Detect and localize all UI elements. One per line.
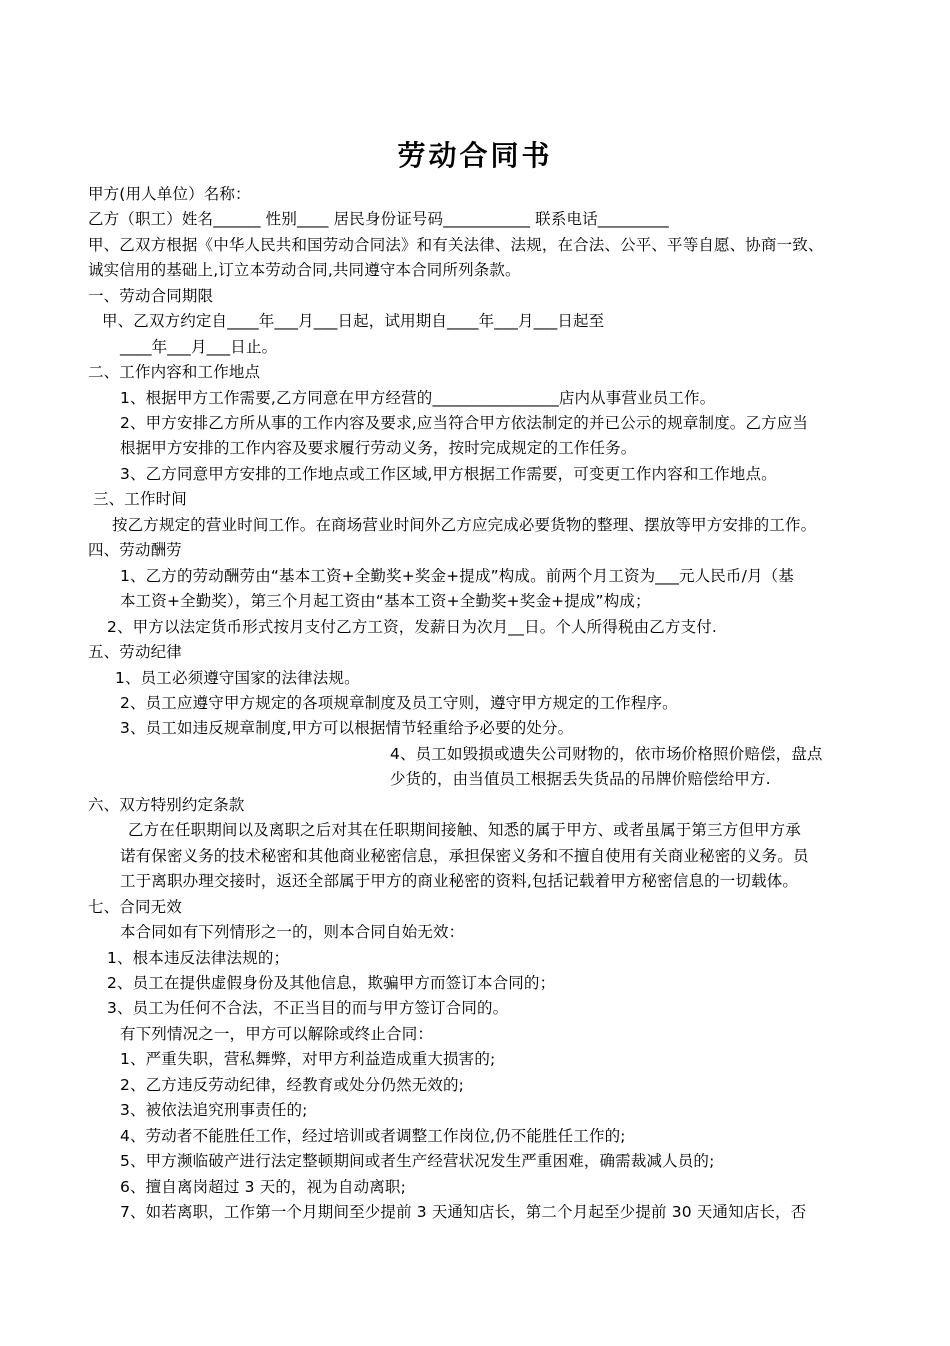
section-3-heading: 三、工作时间 <box>93 490 187 508</box>
pay-clause-2: 2、甲方以法定货币形式按月支付乙方工资，发薪日为次月__日。个人所得税由乙方支付. <box>107 618 717 636</box>
work-clause-1: 1、根据甲方工作需要,乙方同意在甲方经营的________________店内从事营业员工作。 <box>120 389 716 407</box>
confidentiality-line-2: 诺有保密义务的技术秘密和其他商业秘密信息，承担保密义务和不擅自使用有关商业秘密的义务。员 <box>120 847 809 865</box>
discipline-clause-4-line-1: 4、员工如毁损或遗失公司财物的，依市场价格照价赔偿，盘点 <box>390 745 823 763</box>
preamble-line-1: 甲、乙双方根据《中华人民共和国劳动合同法》和有关法律、法规，在合法、公平、平等自愿、协商一致、 <box>88 236 824 254</box>
discipline-clause-1: 1、员工必须遵守国家的法律法规。 <box>115 669 360 687</box>
section-6-heading: 六、双方特别约定条款 <box>88 796 245 814</box>
preamble-line-2: 诚实信用的基础上,订立本劳动合同,共同遵守本合同所列条款。 <box>88 261 521 279</box>
termination-item-4: 4、劳动者不能胜任工作，经过培训或者调整工作岗位,仍不能胜任工作的; <box>120 1127 626 1145</box>
invalid-item-1: 1、根本违反法律法规的； <box>107 949 290 967</box>
termination-intro: 有下列情况之一，甲方可以解除或终止合同： <box>120 1025 434 1043</box>
work-clause-3: 3、乙方同意甲方安排的工作地点或工作区域,甲方根据工作需要，可变更工作内容和工作地点。 <box>120 465 777 483</box>
termination-item-1: 1、严重失职，营私舞弊，对甲方利益造成重大损害的; <box>120 1050 496 1068</box>
section-2-heading: 二、工作内容和工作地点 <box>88 363 261 381</box>
term-line-1: 甲、乙双方约定自____年___月___日起，试用期自____年___月___日起至 <box>102 312 605 330</box>
pay-clause-1-line-2: 本工资+全勤奖），第三个月起工资由“基本工资+全勤奖+奖金+提成”构成； <box>120 592 651 610</box>
confidentiality-line-3: 工于离职办理交接时，返还全部属于甲方的商业秘密的资料,包括记载着甲方秘密信息的一切载体。 <box>120 872 799 890</box>
termination-item-3: 3、被依法追究刑事责任的; <box>120 1101 308 1119</box>
section-7-heading: 七、合同无效 <box>88 898 182 916</box>
discipline-clause-2: 2、员工应遵守甲方规定的各项规章制度及员工守则，遵守甲方规定的工作程序。 <box>120 694 678 712</box>
party-b-info-line: 乙方（职工）姓名______ 性别____ 居民身份证号码___________ 联系电话_________ <box>88 210 669 228</box>
termination-item-2: 2、乙方违反劳动纪律，经教育或处分仍然无效的; <box>120 1076 465 1094</box>
section-4-heading: 四、劳动酬劳 <box>88 541 182 559</box>
work-clause-2-line-2: 根据甲方安排的工作内容及要求履行劳动义务，按时完成规定的工作任务。 <box>120 439 637 457</box>
section-5-heading: 五、劳动纪律 <box>88 643 182 661</box>
confidentiality-line-1: 乙方在任职期间以及离职之后对其在任职期间接触、知悉的属于甲方、或者虽属于第三方但甲方承 <box>128 821 801 839</box>
term-line-2: ____年___月___日止。 <box>120 338 278 356</box>
invalid-item-3: 3、员工为任何不合法，不正当目的而与甲方签订合同的。 <box>107 999 509 1017</box>
pay-clause-1-line-1: 1、乙方的劳动酬劳由“基本工资+全勤奖+奖金+提成”构成。前两个月工资为___元人民币/月（基 <box>120 567 794 585</box>
termination-item-6: 6、擅自离岗超过 3 天的，视为自动离职; <box>120 1178 406 1196</box>
termination-item-7: 7、如若离职，工作第一个月期间至少提前 3 天通知店长，第二个月起至少提前 30 天通知店长，否 <box>120 1203 807 1221</box>
document-title: 劳动合同书 <box>397 139 553 172</box>
termination-item-5: 5、甲方濒临破产进行法定整顿期间或者生产经营状况发生严重困难，确需裁减人员的; <box>120 1152 715 1170</box>
work-clause-2-line-1: 2、甲方安排乙方所从事的工作内容及要求,应当符合甲方依法制定的并已公示的规章制度。乙方应当 <box>120 414 809 432</box>
invalid-item-2: 2、员工在提供虚假身份及其他信息，欺骗甲方而签订本合同的； <box>107 974 556 992</box>
discipline-clause-3: 3、员工如违反规章制度,甲方可以根据情节轻重给予必要的处分。 <box>120 719 574 737</box>
work-hours-clause: 按乙方规定的营业时间工作。在商场营业时间外乙方应完成必要货物的整理、摆放等甲方安排的工作。 <box>112 516 817 534</box>
invalid-intro: 本合同如有下列情形之一的，则本合同自始无效： <box>120 923 465 941</box>
section-1-heading: 一、劳动合同期限 <box>88 287 214 305</box>
discipline-clause-4-line-2: 少货的，由当值员工根据丢失货品的吊牌价赔偿给甲方. <box>390 770 771 788</box>
party-a-name-line: 甲方(用人单位）名称： <box>88 185 251 203</box>
